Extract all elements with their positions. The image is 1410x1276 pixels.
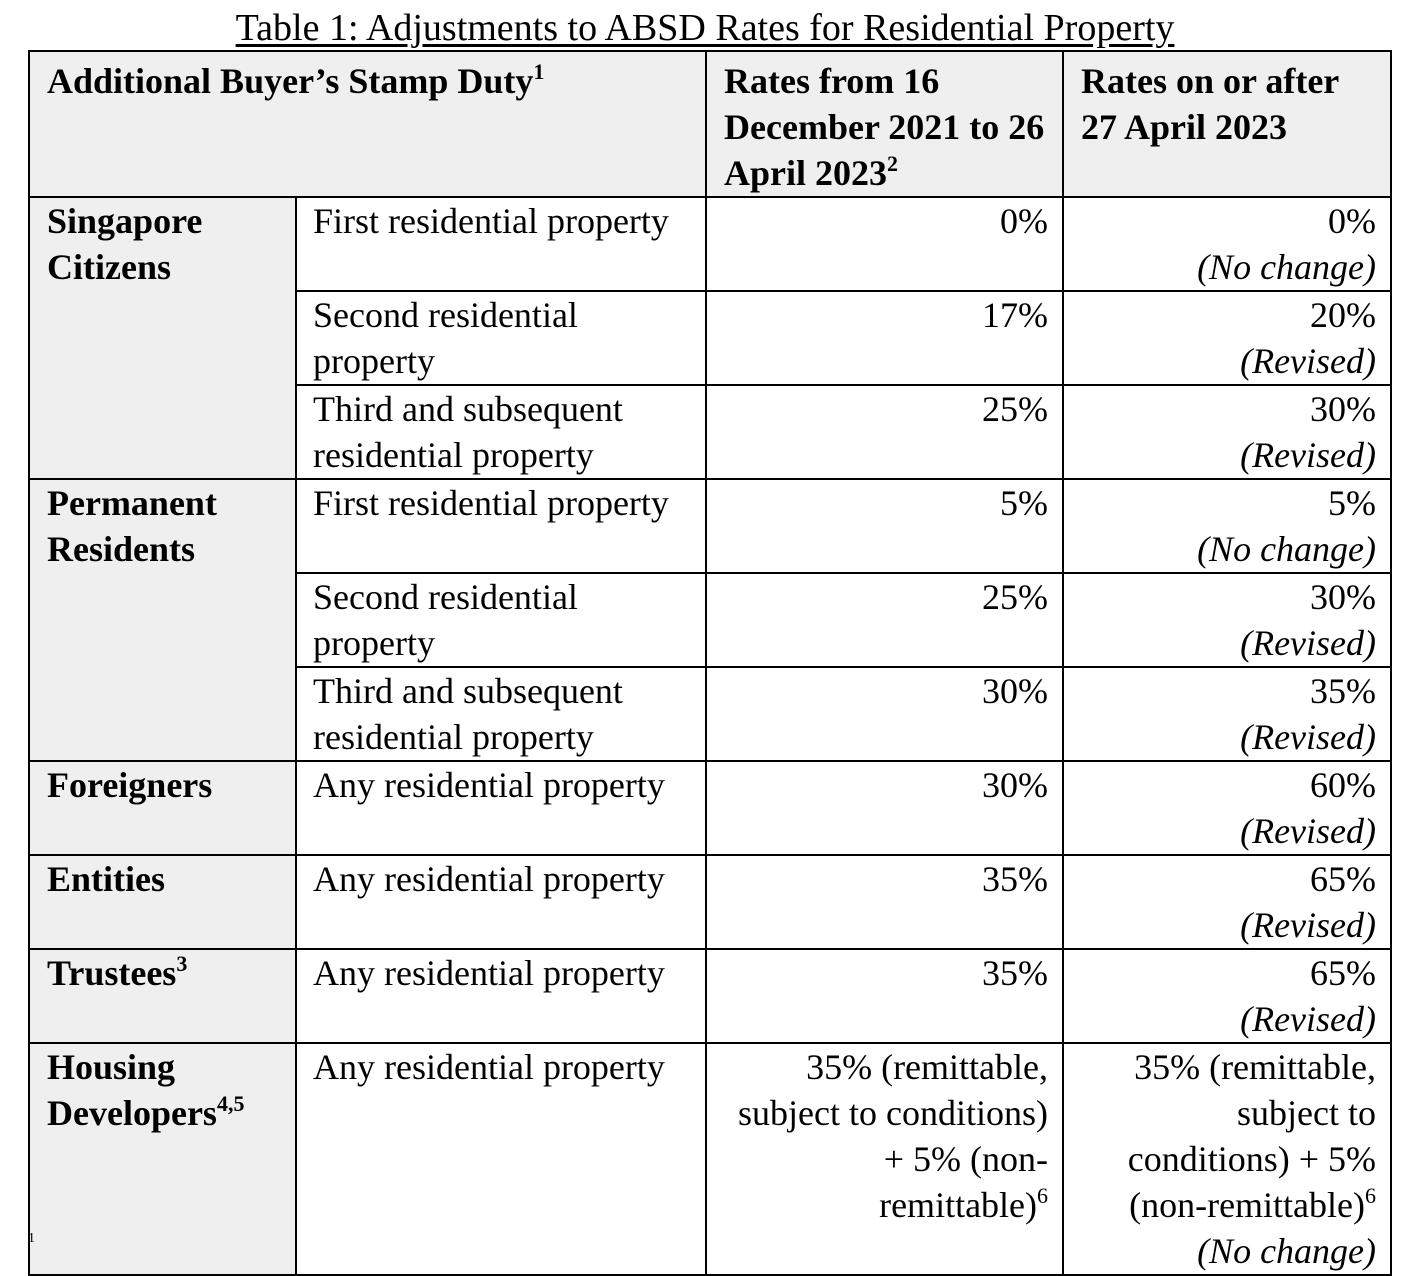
rate-old-cell: 30% — [706, 667, 1063, 761]
rate-new-cell — [1063, 1043, 1391, 1275]
table-row — [29, 761, 1391, 855]
rate-new-cell — [1063, 761, 1391, 855]
property-cell: Second residential property — [296, 573, 706, 667]
table-row — [29, 479, 1391, 573]
footnote-ref-1: 1 — [533, 59, 545, 84]
rate-new-cell — [1063, 385, 1391, 479]
table-body — [29, 197, 1391, 1275]
change-note: (No change) — [1197, 529, 1377, 569]
header-cell-absd — [29, 51, 706, 197]
property-cell: First residential property — [296, 479, 706, 573]
property-cell: Any residential property — [296, 1043, 706, 1275]
footnote-ref-3: 3 — [176, 951, 188, 976]
rate-old-cell: 5% — [706, 479, 1063, 573]
category-label: Trustees — [47, 953, 177, 993]
change-note: (Revised) — [1240, 435, 1377, 475]
rate-old-cell: 17% — [706, 291, 1063, 385]
table-caption: Table 1: Adjustments to ABSD Rates for Residential Property — [235, 7, 1175, 49]
category-cell — [29, 949, 296, 1043]
rate-new-cell — [1063, 667, 1391, 761]
category-label: Entities — [47, 859, 166, 899]
rate-new-value: 35% (remittable, subject to conditions) + 5% (non-remittable) — [1127, 1047, 1377, 1225]
category-label: Foreigners — [47, 765, 213, 805]
footnote-ref-6: 6 — [1365, 1183, 1377, 1208]
rate-old-cell: 0% — [706, 197, 1063, 291]
rate-new-cell — [1063, 573, 1391, 667]
category-cell — [29, 479, 296, 761]
rate-new-value: 35% — [1310, 671, 1377, 711]
table-row — [29, 855, 1391, 949]
category-cell — [29, 855, 296, 949]
change-note: (Revised) — [1240, 811, 1377, 851]
rate-old-cell: 35% — [706, 855, 1063, 949]
change-note: (Revised) — [1240, 999, 1377, 1039]
category-cell — [29, 1043, 296, 1275]
change-note: (Revised) — [1240, 623, 1377, 663]
absd-rates-table — [28, 50, 1392, 1276]
category-label: Permanent Residents — [47, 483, 217, 569]
rate-new-value: 60% — [1310, 765, 1377, 805]
rate-new-value: 30% — [1310, 577, 1377, 617]
footnote-ref-2: 2 — [887, 151, 899, 176]
rate-new-cell — [1063, 197, 1391, 291]
change-note: (No change) — [1197, 1231, 1377, 1271]
rate-new-value: 5% — [1328, 483, 1377, 523]
rate-new-cell — [1063, 949, 1391, 1043]
change-note: (No change) — [1197, 247, 1377, 287]
table-row — [29, 197, 1391, 291]
rate-old-value: 35% (remittable, subject to conditions) + 5% (non-remittable) — [738, 1047, 1049, 1225]
footnote-ref-6: 6 — [1037, 1183, 1049, 1208]
category-cell — [29, 761, 296, 855]
table-row — [29, 1043, 1391, 1275]
table-header-row — [29, 51, 1391, 197]
rate-old-cell: 25% — [706, 385, 1063, 479]
property-cell: First residential property — [296, 197, 706, 291]
change-note: (Revised) — [1240, 905, 1377, 945]
footnote-ref-4-5: 4,5 — [216, 1091, 245, 1116]
property-cell: Second residential property — [296, 291, 706, 385]
header-label-rates-new: Rates on or after 27 April 2023 — [1081, 61, 1339, 147]
property-cell: Any residential property — [296, 949, 706, 1043]
rate-new-value: 65% — [1310, 953, 1377, 993]
header-cell-rates-old — [706, 51, 1063, 197]
rate-old-cell: 35% — [706, 949, 1063, 1043]
header-label-rates-old: Rates from 16 December 2021 to 26 April 2023 — [724, 61, 1045, 193]
category-label: Singapore Citizens — [47, 201, 203, 287]
rate-new-value: 65% — [1310, 859, 1377, 899]
rate-old-cell: 30% — [706, 761, 1063, 855]
rate-new-value: 0% — [1328, 201, 1377, 241]
change-note: (Revised) — [1240, 341, 1377, 381]
footnote-marker: 1 — [28, 1231, 35, 1246]
property-cell: Third and subsequent residential property — [296, 385, 706, 479]
rate-new-value: 30% — [1310, 389, 1377, 429]
property-cell: Any residential property — [296, 761, 706, 855]
header-label-absd: Additional Buyer’s Stamp Duty — [47, 61, 534, 101]
header-cell-rates-new — [1063, 51, 1391, 197]
category-cell — [29, 197, 296, 479]
property-cell: Third and subsequent residential property — [296, 667, 706, 761]
rate-new-value: 20% — [1310, 295, 1377, 335]
rate-old-cell — [706, 1043, 1063, 1275]
rate-new-cell — [1063, 855, 1391, 949]
rate-old-cell: 25% — [706, 573, 1063, 667]
table-row — [29, 949, 1391, 1043]
property-cell: Any residential property — [296, 855, 706, 949]
category-label: Housing Developers — [47, 1047, 217, 1133]
change-note: (Revised) — [1240, 717, 1377, 757]
rate-new-cell — [1063, 291, 1391, 385]
rate-new-cell — [1063, 479, 1391, 573]
